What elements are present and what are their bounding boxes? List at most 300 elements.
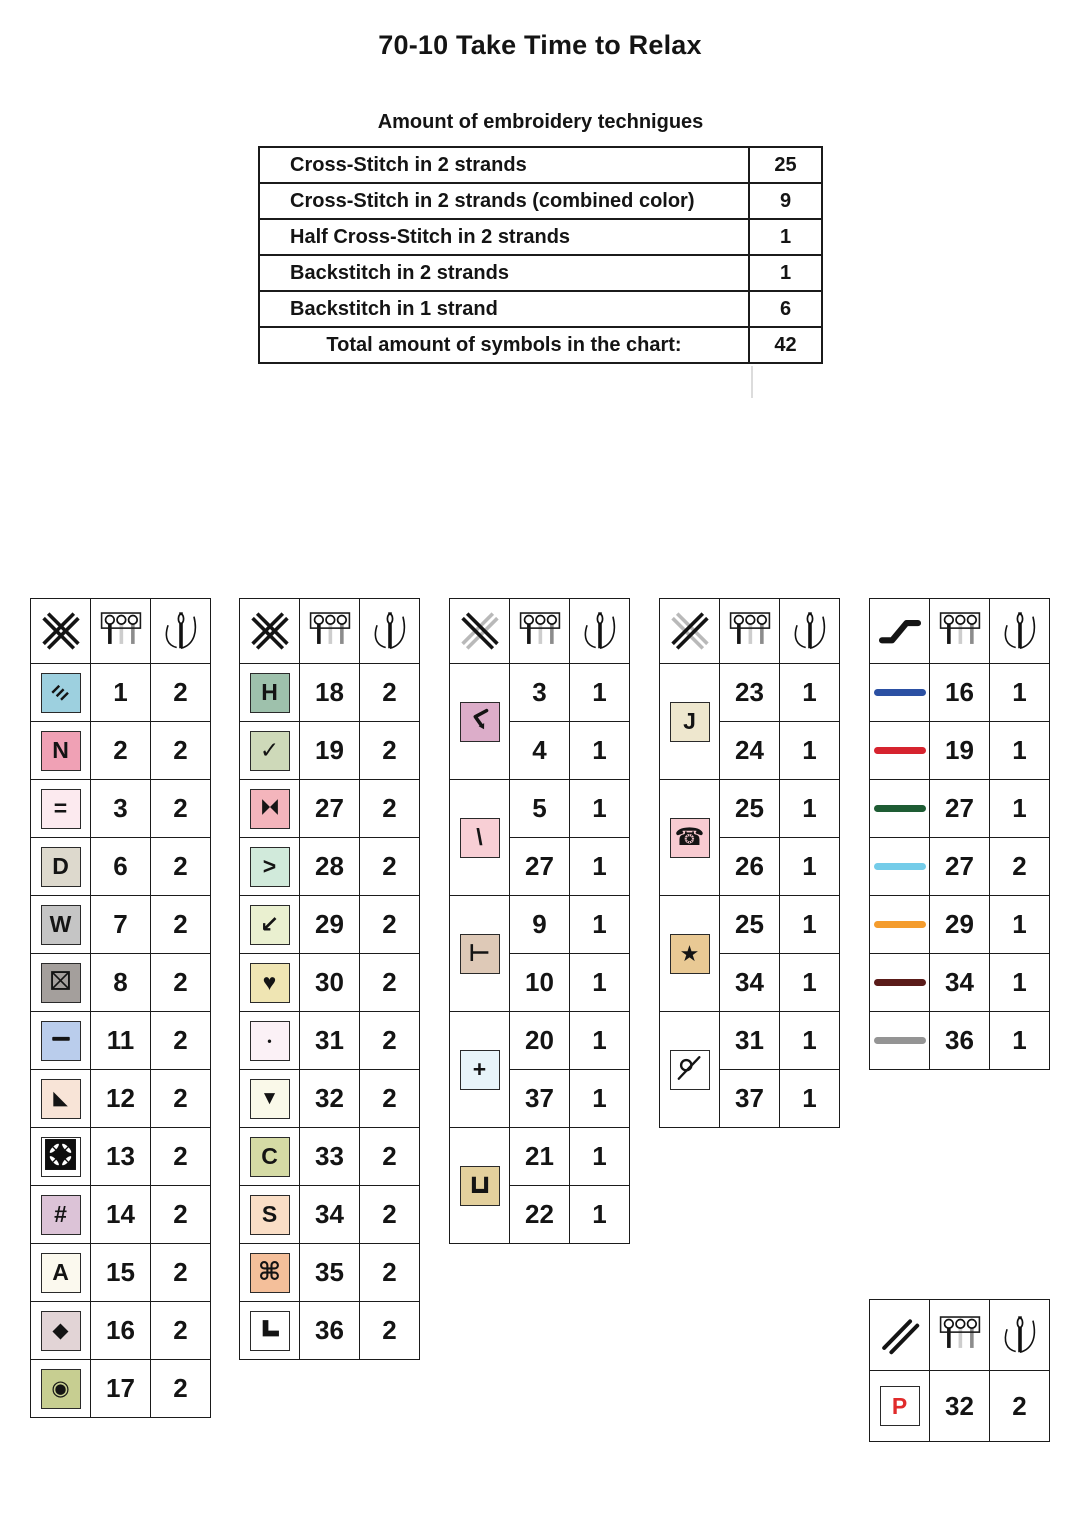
color-number-cell: 34: [720, 954, 780, 1012]
symbol-glyph: >: [262, 853, 277, 879]
stitch-type-header-cell: [870, 599, 930, 664]
symbol-box: [250, 1079, 290, 1119]
symbol-glyph: ⊢: [468, 939, 491, 967]
strands-cell: 2: [151, 722, 211, 780]
symbol-box: [41, 731, 81, 771]
legend-row: [870, 722, 1050, 780]
symbol-box: [41, 1253, 81, 1293]
page-title: 70-10 Take Time to Relax: [378, 30, 702, 60]
symbol-box: [41, 673, 81, 713]
color-number-cell: 28: [300, 838, 360, 896]
backstitch-line-swatch: [874, 1037, 926, 1044]
legend-row: [870, 664, 1050, 722]
summary-row: [259, 219, 822, 255]
strands-cell: 1: [570, 1070, 630, 1128]
symbol-box: [41, 963, 81, 1003]
color-number-pins-icon: [720, 608, 779, 654]
strands-cell: 2: [990, 1371, 1050, 1442]
color-number-cell: 34: [930, 954, 990, 1012]
summary-value-cell: 1: [749, 255, 822, 291]
symbol-box: [250, 1137, 290, 1177]
summary-value-cell: 6: [749, 291, 822, 327]
strands-cell: 1: [780, 896, 840, 954]
legend-row: [450, 664, 630, 722]
color-number-cell: 17: [91, 1360, 151, 1418]
legend-row: [240, 838, 420, 896]
strands-cell: 2: [151, 664, 211, 722]
legend-row: [240, 1186, 420, 1244]
symbol-cell: [240, 896, 300, 954]
symbol-cell: [31, 1302, 91, 1360]
strands-cell: 1: [780, 954, 840, 1012]
symbol-cell: [450, 1012, 510, 1128]
color-number-cell: 12: [91, 1070, 151, 1128]
symbol-box: [250, 789, 290, 829]
strands-cell: 2: [360, 1128, 420, 1186]
color-number-cell: 13: [91, 1128, 151, 1186]
legend-row: [660, 1012, 840, 1070]
color-number-cell: 18: [300, 664, 360, 722]
symbol-box: [250, 731, 290, 771]
symbol-cell: [240, 838, 300, 896]
strands-cell: 2: [151, 1070, 211, 1128]
symbol-glyph: ⌘: [257, 1258, 282, 1286]
color-number-cell: 34: [300, 1186, 360, 1244]
symbol-box: [41, 847, 81, 887]
cross-stitch-icon: [240, 608, 299, 654]
symbol-box: [250, 1311, 290, 1351]
legend-row: [870, 838, 1050, 896]
symbol-cell: [450, 896, 510, 1012]
symbol-box: [250, 673, 290, 713]
color-number-cell: 8: [91, 954, 151, 1012]
symbol-cell: [240, 780, 300, 838]
symbol-box: [41, 1021, 81, 1061]
legend-row: [240, 1302, 420, 1360]
color-number-cell: 31: [300, 1012, 360, 1070]
color-number-cell: 7: [91, 896, 151, 954]
color-number-cell: 3: [91, 780, 151, 838]
color-number-cell: 37: [720, 1070, 780, 1128]
strands-cell: 2: [151, 1012, 211, 1070]
symbol-cell: [31, 838, 91, 896]
strands-cell: 2: [151, 1244, 211, 1302]
symbol-cell: [870, 838, 930, 896]
symbol-cell: [660, 664, 720, 780]
cross-stitch-combined-icon: [660, 608, 719, 654]
needle-thread-icon: [360, 608, 419, 654]
symbol-box: [670, 702, 710, 742]
legend-row: [31, 1128, 211, 1186]
strands-cell: 1: [570, 838, 630, 896]
color-number-cell: 30: [300, 954, 360, 1012]
symbol-box: [41, 905, 81, 945]
legend-row: [240, 1128, 420, 1186]
symbol-cell: [870, 896, 930, 954]
summary-label-cell: Total amount of symbols in the chart:: [259, 327, 749, 363]
backstitch-legend-table: [869, 598, 1050, 1070]
strands-cell: 2: [151, 954, 211, 1012]
strands-cell: 1: [570, 1012, 630, 1070]
half-cross-stitch-icon: [870, 1312, 929, 1358]
backstitch-line-swatch: [874, 863, 926, 870]
color-number-cell: 26: [720, 838, 780, 896]
legend-row: [870, 1371, 1050, 1442]
legend-header-row: [660, 599, 840, 664]
strands-cell: 2: [151, 1186, 211, 1244]
strands-header-cell: [360, 599, 420, 664]
color-number-cell: 31: [720, 1012, 780, 1070]
symbol-glyph: ◆: [52, 1319, 69, 1342]
color-number-pins-icon: [91, 608, 150, 654]
strands-cell: 1: [990, 954, 1050, 1012]
strands-cell: 1: [570, 780, 630, 838]
strands-cell: 2: [360, 896, 420, 954]
symbol-box: [460, 1050, 500, 1090]
legend-row: [450, 1012, 630, 1070]
strands-cell: 2: [360, 1012, 420, 1070]
legend-row: [31, 1186, 211, 1244]
strands-header-cell: [151, 599, 211, 664]
symbol-cell: [31, 1360, 91, 1418]
symbol-box: [460, 702, 500, 742]
legend-row: [450, 1128, 630, 1186]
symbol-glyph: ▼: [260, 1088, 279, 1109]
symbol-glyph: +: [472, 1056, 487, 1082]
symbol-box: [41, 1079, 81, 1119]
legend-header-row: [240, 599, 420, 664]
legend-row: [660, 664, 840, 722]
color-number-cell: 21: [510, 1128, 570, 1186]
strands-cell: 2: [360, 780, 420, 838]
crossed-loop-icon: [675, 1053, 705, 1087]
legend-header-row: [870, 599, 1050, 664]
legend-row: [450, 780, 630, 838]
strands-header-cell: [570, 599, 630, 664]
stitch-type-header-cell: [660, 599, 720, 664]
symbol-cell: [31, 1012, 91, 1070]
strands-cell: 2: [360, 1302, 420, 1360]
legend-header-row: [450, 599, 630, 664]
color-number-cell: 36: [930, 1012, 990, 1070]
backstitch-line-swatch: [874, 805, 926, 812]
strands-cell: 2: [360, 664, 420, 722]
legend-row: [31, 722, 211, 780]
color-number-pins-icon: [510, 608, 569, 654]
symbol-glyph: W: [49, 911, 72, 937]
color-number-cell: 15: [91, 1244, 151, 1302]
symbol-cell: [660, 896, 720, 1012]
symbol-glyph: ♥: [262, 969, 277, 995]
strands-cell: 2: [151, 1302, 211, 1360]
symbol-cell: [870, 1012, 930, 1070]
symbol-box: [250, 847, 290, 887]
color-number-cell: 29: [300, 896, 360, 954]
color-number-header-cell: [720, 599, 780, 664]
legend-row: [870, 780, 1050, 838]
symbol-glyph: ☎: [674, 823, 705, 851]
summary-row: [259, 291, 822, 327]
color-number-cell: 2: [91, 722, 151, 780]
strands-cell: 1: [990, 664, 1050, 722]
stitch-type-header-cell: [870, 1300, 930, 1371]
color-number-cell: 27: [510, 838, 570, 896]
quatrefoil-icon: [44, 1138, 77, 1175]
triple-diagonal-lines-icon: [47, 677, 75, 709]
summary-value-cell: 9: [749, 183, 822, 219]
symbol-box: [41, 789, 81, 829]
symbol-glyph: A: [52, 1259, 69, 1285]
legend-row: [660, 780, 840, 838]
summary-label-cell: Cross-Stitch in 2 strands: [259, 147, 749, 183]
embroidery-techniques-summary-table: [258, 146, 823, 364]
color-number-cell: 35: [300, 1244, 360, 1302]
symbol-box: [250, 963, 290, 1003]
color-number-header-cell: [300, 599, 360, 664]
symbol-glyph: N: [52, 737, 69, 763]
symbol-cell: [870, 954, 930, 1012]
symbol-glyph: ◉: [51, 1377, 70, 1400]
strands-cell: 1: [780, 1070, 840, 1128]
strands-cell: 1: [570, 954, 630, 1012]
symbol-cell: [240, 1070, 300, 1128]
needle-thread-icon: [151, 608, 210, 654]
symbol-box: [670, 1050, 710, 1090]
color-number-pins-icon: [930, 1312, 989, 1358]
symbol-cell: [870, 722, 930, 780]
color-number-header-cell: [930, 599, 990, 664]
strands-cell: 2: [360, 1186, 420, 1244]
symbol-cell: [240, 1012, 300, 1070]
legend-row: [240, 1012, 420, 1070]
color-number-cell: 27: [300, 780, 360, 838]
color-number-cell: 25: [720, 896, 780, 954]
symbol-box: [460, 1166, 500, 1206]
backstitch-icon: [870, 608, 929, 654]
legend-row: [240, 1244, 420, 1302]
strands-cell: 2: [151, 1360, 211, 1418]
color-number-cell: 16: [91, 1302, 151, 1360]
summary-value-cell: 25: [749, 147, 822, 183]
symbol-cell: [240, 1302, 300, 1360]
symbol-box: [670, 934, 710, 974]
strands-cell: 1: [780, 664, 840, 722]
boxed-x-icon: [47, 967, 74, 998]
symbol-cell: [450, 1128, 510, 1244]
thick-dash-icon: [47, 1025, 75, 1057]
stitch-type-header-cell: [450, 599, 510, 664]
legend-row: [31, 1070, 211, 1128]
symbol-box: [460, 934, 500, 974]
strands-header-cell: [990, 1300, 1050, 1371]
symbol-glyph: P: [891, 1392, 908, 1419]
symbol-box: [250, 1021, 290, 1061]
u-block-icon: [467, 1171, 493, 1201]
legend-header-row: [870, 1300, 1050, 1371]
half-cross-stitch-legend-table: [869, 1299, 1050, 1442]
strands-cell: 2: [151, 780, 211, 838]
symbol-glyph: ★: [679, 940, 700, 966]
backstitch-line-swatch: [874, 689, 926, 696]
legend-row: [31, 896, 211, 954]
strands-cell: 2: [151, 838, 211, 896]
symbol-cell: [240, 722, 300, 780]
legend-row: [31, 1302, 211, 1360]
symbol-box: [250, 1195, 290, 1235]
color-number-header-cell: [930, 1300, 990, 1371]
backstitch-line-swatch: [874, 979, 926, 986]
legend-row: [240, 1070, 420, 1128]
legend-row: [31, 954, 211, 1012]
summary-label-cell: Cross-Stitch in 2 strands (combined color): [259, 183, 749, 219]
symbol-glyph: D: [52, 853, 69, 879]
symbol-glyph: #: [54, 1201, 67, 1227]
symbol-cell: [31, 954, 91, 1012]
color-number-cell: 1: [91, 664, 151, 722]
symbol-box: [41, 1369, 81, 1409]
cross-stitch-legend-table-1: [30, 598, 211, 1418]
symbol-cell: [31, 1070, 91, 1128]
l-block-icon: [257, 1316, 283, 1346]
legend-row: [240, 954, 420, 1012]
color-number-cell: 11: [91, 1012, 151, 1070]
symbol-cell: [31, 780, 91, 838]
strands-cell: 1: [570, 896, 630, 954]
table-border-artifact-line: [751, 366, 753, 398]
symbol-cell: [31, 896, 91, 954]
color-number-cell: 33: [300, 1128, 360, 1186]
bent-arrow-icon: [465, 705, 495, 739]
strands-cell: 2: [360, 838, 420, 896]
summary-label-cell: Backstitch in 1 strand: [259, 291, 749, 327]
strands-header-cell: [990, 599, 1050, 664]
symbol-glyph: H: [261, 679, 278, 705]
legend-row: [31, 838, 211, 896]
symbol-glyph: ↙: [259, 911, 280, 937]
backstitch-line-swatch: [874, 747, 926, 754]
strands-cell: 1: [570, 1186, 630, 1244]
symbol-cell: [870, 1371, 930, 1442]
symbol-cell: [870, 780, 930, 838]
legend-row: [31, 1360, 211, 1418]
color-number-cell: 10: [510, 954, 570, 1012]
needle-thread-icon: [990, 608, 1049, 654]
strands-cell: 1: [990, 722, 1050, 780]
needle-thread-icon: [990, 1312, 1049, 1358]
symbol-box: [41, 1137, 81, 1177]
color-number-cell: 19: [300, 722, 360, 780]
strands-cell: 1: [570, 664, 630, 722]
legend-row: [660, 896, 840, 954]
color-number-cell: 22: [510, 1186, 570, 1244]
color-number-cell: 14: [91, 1186, 151, 1244]
stitch-type-header-cell: [31, 599, 91, 664]
color-number-cell: 36: [300, 1302, 360, 1360]
color-number-pins-icon: [300, 608, 359, 654]
color-number-pins-icon: [930, 608, 989, 654]
symbol-glyph: =: [53, 795, 68, 821]
symbol-cell: [31, 1244, 91, 1302]
strands-cell: 1: [990, 896, 1050, 954]
color-number-cell: 27: [930, 780, 990, 838]
color-number-cell: 27: [930, 838, 990, 896]
legend-row: [450, 896, 630, 954]
cross-stitch-combined-icon: [450, 608, 509, 654]
symbol-cell: [31, 1128, 91, 1186]
strands-cell: 1: [990, 780, 1050, 838]
color-number-cell: 37: [510, 1070, 570, 1128]
symbol-cell: [31, 1186, 91, 1244]
symbol-cell: [240, 664, 300, 722]
strands-cell: 1: [780, 838, 840, 896]
strands-cell: 2: [151, 896, 211, 954]
strands-cell: 2: [360, 1244, 420, 1302]
strands-cell: 2: [360, 722, 420, 780]
summary-row: [259, 255, 822, 291]
symbol-glyph: C: [261, 1143, 278, 1169]
color-number-cell: 19: [930, 722, 990, 780]
legend-header-row: [31, 599, 211, 664]
color-number-cell: 24: [720, 722, 780, 780]
needle-thread-icon: [780, 608, 839, 654]
symbol-box: [41, 1311, 81, 1351]
symbol-cell: [240, 954, 300, 1012]
needle-thread-icon: [570, 608, 629, 654]
symbol-box: [880, 1386, 920, 1426]
legend-row: [870, 1012, 1050, 1070]
symbol-cell: [31, 722, 91, 780]
legend-row: [240, 722, 420, 780]
symbol-cell: [450, 780, 510, 896]
symbol-box: [670, 818, 710, 858]
symbol-glyph: •: [267, 1033, 272, 1048]
color-number-cell: 6: [91, 838, 151, 896]
bowtie-icon: [256, 793, 284, 825]
color-number-header-cell: [91, 599, 151, 664]
legend-row: [870, 954, 1050, 1012]
symbol-glyph: J: [683, 708, 696, 734]
strands-cell: 1: [570, 722, 630, 780]
color-number-cell: 4: [510, 722, 570, 780]
summary-value-cell: 1: [749, 219, 822, 255]
symbol-cell: [870, 664, 930, 722]
strands-cell: 1: [780, 780, 840, 838]
summary-label-cell: Backstitch in 2 strands: [259, 255, 749, 291]
symbol-glyph: ✓: [259, 737, 280, 763]
color-number-header-cell: [510, 599, 570, 664]
legend-row: [31, 780, 211, 838]
color-number-cell: 29: [930, 896, 990, 954]
combined-color-legend-table-2: [659, 598, 840, 1128]
legend-row: [870, 896, 1050, 954]
symbol-box: [250, 905, 290, 945]
legend-row: [31, 664, 211, 722]
symbol-box: [460, 818, 500, 858]
color-number-cell: 3: [510, 664, 570, 722]
symbol-glyph: \: [476, 824, 483, 850]
summary-label-cell: Half Cross-Stitch in 2 strands: [259, 219, 749, 255]
strands-cell: 1: [570, 1128, 630, 1186]
color-number-cell: 9: [510, 896, 570, 954]
symbol-glyph: ◣: [53, 1088, 68, 1109]
color-number-cell: 25: [720, 780, 780, 838]
legend-row: [31, 1012, 211, 1070]
color-number-cell: 5: [510, 780, 570, 838]
symbol-cell: [450, 664, 510, 780]
cross-stitch-legend-table-2: [239, 598, 420, 1360]
symbol-cell: [660, 780, 720, 896]
color-number-cell: 32: [930, 1371, 990, 1442]
